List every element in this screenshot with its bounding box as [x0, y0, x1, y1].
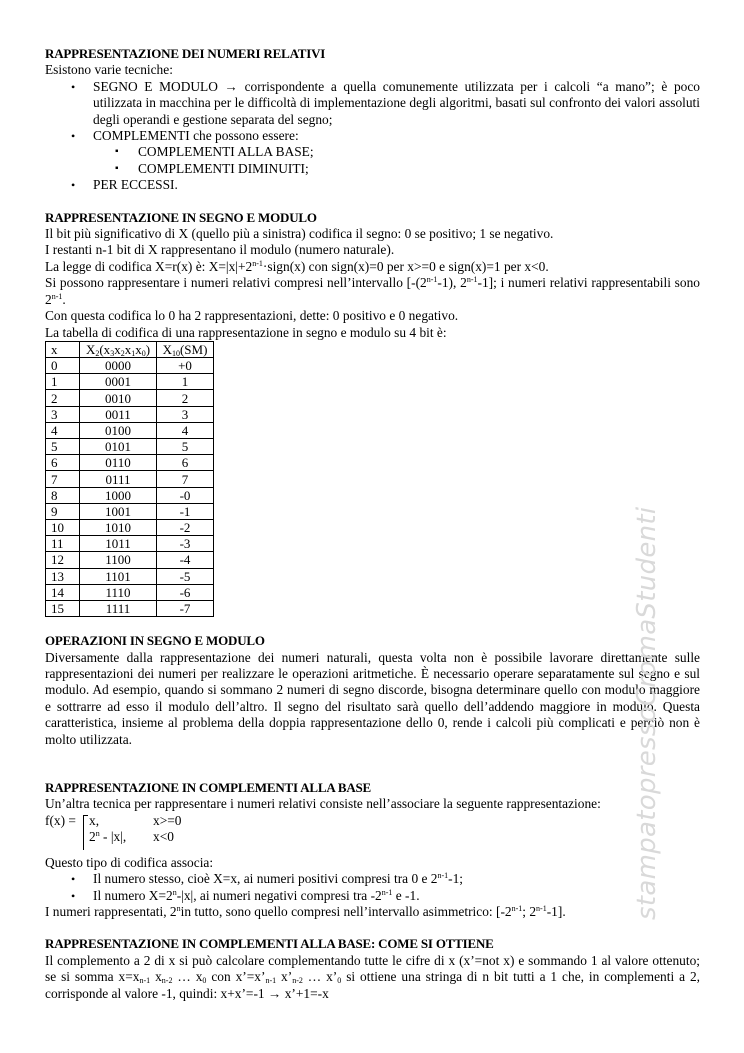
cell-x: 12 — [46, 552, 80, 568]
paragraph: Il complemento a 2 di x si può calcolare complementando tutte le cifre di x (x’=not x) e sommando 1 al valore ottenuto; se si somma $x=x_{n-1}$ $x_{n-2}$ … $x_0$ con $x’=x’_{n-1}$ $x’_{n-2}$ … $x’_0$ si ottiene una stringa di n bit tutti a 1 che, in complementi a 2, corrisponde al valore -1, quindi: x+x’=-1 → x’+1=-x — [45, 952, 700, 1001]
cell-x: 6 — [46, 455, 80, 471]
cell-x: 1 — [46, 374, 80, 390]
section-title-numeri-relativi: RAPPRESENTAZIONE DEI NUMERI RELATIVI — [45, 46, 326, 61]
cell-decimal: 1 — [157, 374, 214, 390]
section-title-complementi-base: RAPPRESENTAZIONE IN COMPLEMENTI ALLA BASE — [45, 779, 372, 795]
paragraph: La tabella di codifica di una rappresentazione in segno e modulo su 4 bit è: — [45, 324, 447, 340]
cell-decimal: 2 — [157, 390, 214, 406]
table-row — [46, 584, 214, 600]
cell-binary: 0001 — [80, 374, 157, 390]
cell-x: 4 — [46, 422, 80, 438]
item-head: SEGNO E MODULO → — [93, 78, 245, 94]
document-page — [45, 46, 700, 1002]
cell-binary: 0010 — [80, 390, 157, 406]
item-text: che possono essere: — [189, 128, 299, 144]
formula-lhs: f(x) = — [45, 812, 76, 828]
cell-decimal: -4 — [157, 552, 214, 568]
watermark: stampatopressoCromaStudenti — [632, 506, 662, 920]
cell-x: 10 — [46, 519, 80, 535]
cell-decimal: 6 — [157, 455, 214, 471]
table-row — [46, 568, 214, 584]
paragraph: Diversamente dalla rappresentazione dei numeri naturali, questa volta non è possibile lavorare direttamente sulle rappresentazioni dei numeri per realizzare le operazioni aritmetiche. È necessario operare separatamente sul segno e sul modulo. Ad esempio, quando si sommano 2 numeri di segno discorde, bisogna determinare quello con modulo maggiore e sottrarre ad esso il modulo dell’altro. Il segno del risultato sarà quello dell’addendo maggiore in modulo. Questa caratteristica, insieme al problema della doppia rappresentazione dello 0, rende i calcoli più complicati e perciò non è molto utilizzata. — [45, 649, 700, 747]
paragraph: Questo tipo di codifica associa: — [45, 854, 214, 870]
techniques-list — [45, 79, 700, 194]
intro-text: Esistono varie tecniche: — [45, 62, 173, 78]
table-row — [46, 374, 214, 390]
cell-x: 7 — [46, 471, 80, 487]
cell-binary: 0011 — [80, 406, 157, 422]
sublist-item: ▪ COMPLEMENTI DIMINUITI; — [45, 161, 700, 177]
list-item: • Il numero $X=2^n-|x|$, ai numeri negativi compresi tra -2$^{n-1}$ e -1. — [45, 888, 700, 904]
table-row — [46, 536, 214, 552]
paragraph: Un’altra tecnica per rappresentare i numeri relativi consiste nell’associare la seguente rappresentazione: — [45, 796, 601, 812]
table-row — [46, 519, 214, 535]
section-title-operazioni: OPERAZIONI IN SEGNO E MODULO — [45, 633, 265, 649]
table-row — [46, 503, 214, 519]
list-item-eccessi: • PER ECCESSI. — [45, 177, 700, 193]
cell-binary: 1011 — [80, 536, 157, 552]
list-item-complementi — [45, 128, 700, 177]
cell-decimal: -1 — [157, 503, 214, 519]
cell-decimal: 4 — [157, 422, 214, 438]
cell-binary: 1001 — [80, 503, 157, 519]
cell-decimal: 3 — [157, 406, 214, 422]
table-row — [46, 406, 214, 422]
header-x: x — [46, 341, 80, 357]
complementi-sublist — [93, 144, 700, 177]
paragraph: Con questa codifica lo 0 ha 2 rappresentazioni, dette: 0 positivo e 0 negativo. — [45, 308, 459, 324]
cell-binary: 1000 — [80, 487, 157, 503]
cell-x: 14 — [46, 584, 80, 600]
table-row — [46, 422, 214, 438]
cell-decimal: -0 — [157, 487, 214, 503]
cell-x: 13 — [46, 568, 80, 584]
cell-binary: 0000 — [80, 358, 157, 374]
paragraph: I restanti n-1 bit di X rappresentano il modulo (numero naturale). — [45, 242, 395, 258]
cell-x: 15 — [46, 600, 80, 616]
cell-binary: 0111 — [80, 471, 157, 487]
paragraph: Il bit più significativo di X (quello più a sinistra) codifica il segno: 0 se positivo; 1 se negativo. — [45, 226, 554, 242]
formula-case1-value: x, — [89, 812, 100, 828]
sublist-item: ▪ COMPLEMENTI ALLA BASE; — [45, 144, 700, 160]
brace-icon — [83, 815, 88, 850]
cell-x: 2 — [46, 390, 80, 406]
item-text: corrispondente a quella comunemente utilizzata per i calcoli “a mano”; è poco utilizzata in macchina per le difficoltà di implementazione degli algoritmi, basati sul confronto dei valori assoluti degli operandi e gestione separata del segno; — [93, 78, 701, 127]
cell-x: 8 — [46, 487, 80, 503]
table-row — [46, 439, 214, 455]
cell-decimal: 7 — [157, 471, 214, 487]
cell-binary: 0100 — [80, 422, 157, 438]
table-row — [46, 600, 214, 616]
formula-case1-condition: x>=0 — [153, 812, 182, 828]
item-head: COMPLEMENTI — [93, 128, 190, 144]
cell-decimal: +0 — [157, 358, 214, 374]
table-row — [46, 358, 214, 374]
cell-binary: 1111 — [80, 600, 157, 616]
section-title-segno-modulo: RAPPRESENTAZIONE IN SEGNO E MODULO — [45, 209, 317, 225]
cell-binary: 0110 — [80, 455, 157, 471]
cell-binary: 1100 — [80, 552, 157, 568]
paragraph: I numeri rappresentati, 2$^n$in tutto, sono quello compresi nell’intervallo asimmetrico: [-2$^{n-1}$; 2$^{n-1}$-1]. — [45, 903, 566, 919]
table-row — [46, 390, 214, 406]
piecewise-formula — [45, 813, 700, 847]
formula-case2-condition: x<0 — [153, 828, 174, 844]
codifica-list — [45, 871, 700, 904]
cell-binary: 1010 — [80, 519, 157, 535]
table-row — [46, 552, 214, 568]
paragraph: Si possono rappresentare i numeri relativi compresi nell’intervallo [-(2$^{n-1}$-1), 2$^{n-1}$-1]; i numeri relativi rappresentabili sono 2$^{n-1}$. — [45, 275, 700, 307]
cell-decimal: 5 — [157, 439, 214, 455]
paragraph: La legge di codifica X=r(x) è: $X=|x|+2^{n-1}\cdot sign(x)$ con sign(x)=0 per x>=0 e sign(x)=1 per x<0. — [45, 258, 549, 274]
cell-decimal: -3 — [157, 536, 214, 552]
header-decimal: $X_{10}(SM)$ — [157, 341, 214, 357]
formula-case2-value: 2$^n$ - |x|, — [89, 828, 127, 844]
cell-binary: 1110 — [80, 584, 157, 600]
list-item: • Il numero stesso, cioè X=x, ai numeri positivi compresi tra 0 e 2$^{n-1}$-1; — [45, 871, 700, 887]
cell-decimal: -2 — [157, 519, 214, 535]
table-header-row — [46, 341, 214, 357]
coding-table — [45, 341, 214, 617]
cell-x: 3 — [46, 406, 80, 422]
cell-x: 11 — [46, 536, 80, 552]
cell-decimal: -5 — [157, 568, 214, 584]
cell-decimal: -6 — [157, 584, 214, 600]
table-row — [46, 471, 214, 487]
cell-binary: 0101 — [80, 439, 157, 455]
section-title-come-si-ottiene: RAPPRESENTAZIONE IN COMPLEMENTI ALLA BASE: COME SI OTTIENE — [45, 936, 494, 952]
header-binary: $X_2(x_3x_2x_1x_0)$ — [80, 341, 157, 357]
cell-x: 0 — [46, 358, 80, 374]
table-row — [46, 487, 214, 503]
list-item-segno-modulo — [45, 79, 700, 128]
cell-x: 9 — [46, 503, 80, 519]
cell-x: 5 — [46, 439, 80, 455]
table-row — [46, 455, 214, 471]
cell-decimal: -7 — [157, 600, 214, 616]
cell-binary: 1101 — [80, 568, 157, 584]
